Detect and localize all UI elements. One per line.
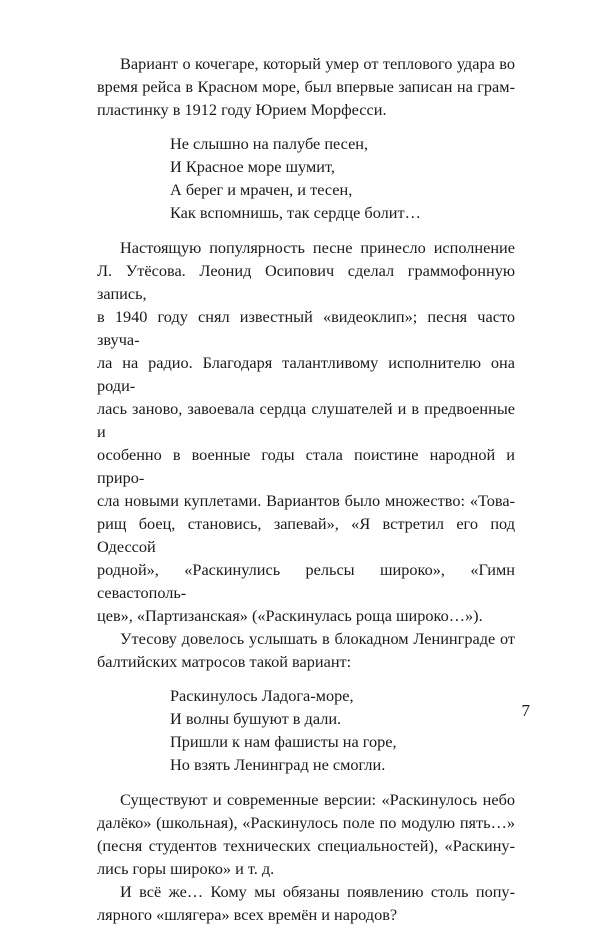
text-line: особенно в военные годы стала поистине народной и приро- [97,445,515,487]
text-line: Существуют и современные версии: «Раскинулось небо [120,790,515,809]
verse-ladoga [97,684,515,776]
text-line: цев», «Партизанская» («Раскинулась роща широко…»). [97,606,483,625]
text-line: рищ боец, становись, запевай», «Я встретил его под Одессой [97,514,515,556]
verse-line: И волны бушуют в дали. [170,709,342,728]
text-line: время рейса в Красном море, был впервые записан на грам- [97,77,515,96]
text-line: Л. Утёсова. Леонид Осипович сделал граммофонную запись, [97,261,515,303]
text-line: (песня студентов технических специальностей), «Раскину- [97,836,515,855]
verse-line: А берег и мрачен, и тесен, [170,180,353,199]
page-body [97,52,515,926]
text-line: балтийских матросов такой вариант: [97,652,352,671]
verse-line: Не слышно на палубе песен, [170,134,369,153]
verse-line: Как вспомнишь, так сердце болит… [170,203,421,222]
verse-line: Пришли к нам фашисты на горе, [170,732,397,751]
paragraph-blockade [97,627,515,673]
text-line: родной», «Раскинулись рельсы широко», «Гимн севастополь- [97,560,515,602]
text-line: в 1940 году снял известный «видеоклип»; песня часто звуча- [97,307,515,349]
text-line: сла новыми куплетами. Вариантов было множество: «Това- [97,491,515,510]
text-line: Утесову довелось услышать в блокадном Ленинграде от [120,629,515,648]
text-line: лись горы широко» и т. д. [97,859,275,878]
text-line: ла на радио. Благодаря талантливому исполнителю она роди- [97,353,515,395]
paragraph-stoker-variant [97,52,515,121]
text-line: лась заново, завоевала сердца слушателей и в предвоенные и [97,399,515,441]
text-line: Вариант о кочегаре, который умер от теплового удара во [120,54,515,73]
page-number: 7 [521,701,530,720]
verse-line: Раскинулось Ладога-море, [170,686,354,705]
text-line: далёко» (школьная), «Раскинулось поле по модулю пять…» [97,813,515,832]
verse-line: Но взять Ленинград не смогли. [170,755,386,774]
text-line: пластинку в 1912 году Юрием Морфесси. [97,100,387,119]
verse-line: И Красное море шумит, [170,157,335,176]
paragraph-modern-versions [97,788,515,880]
text-line: лярного «шлягера» всех времён и народов? [97,905,398,924]
text-line: Настоящую популярность песне принесло исполнение [120,238,515,257]
paragraph-closing-question [97,880,515,926]
paragraph-utesov-popularity [97,236,515,627]
text-line: И всё же… Кому мы обязаны появлению столь попу- [120,882,515,901]
verse-red-sea [97,132,515,224]
